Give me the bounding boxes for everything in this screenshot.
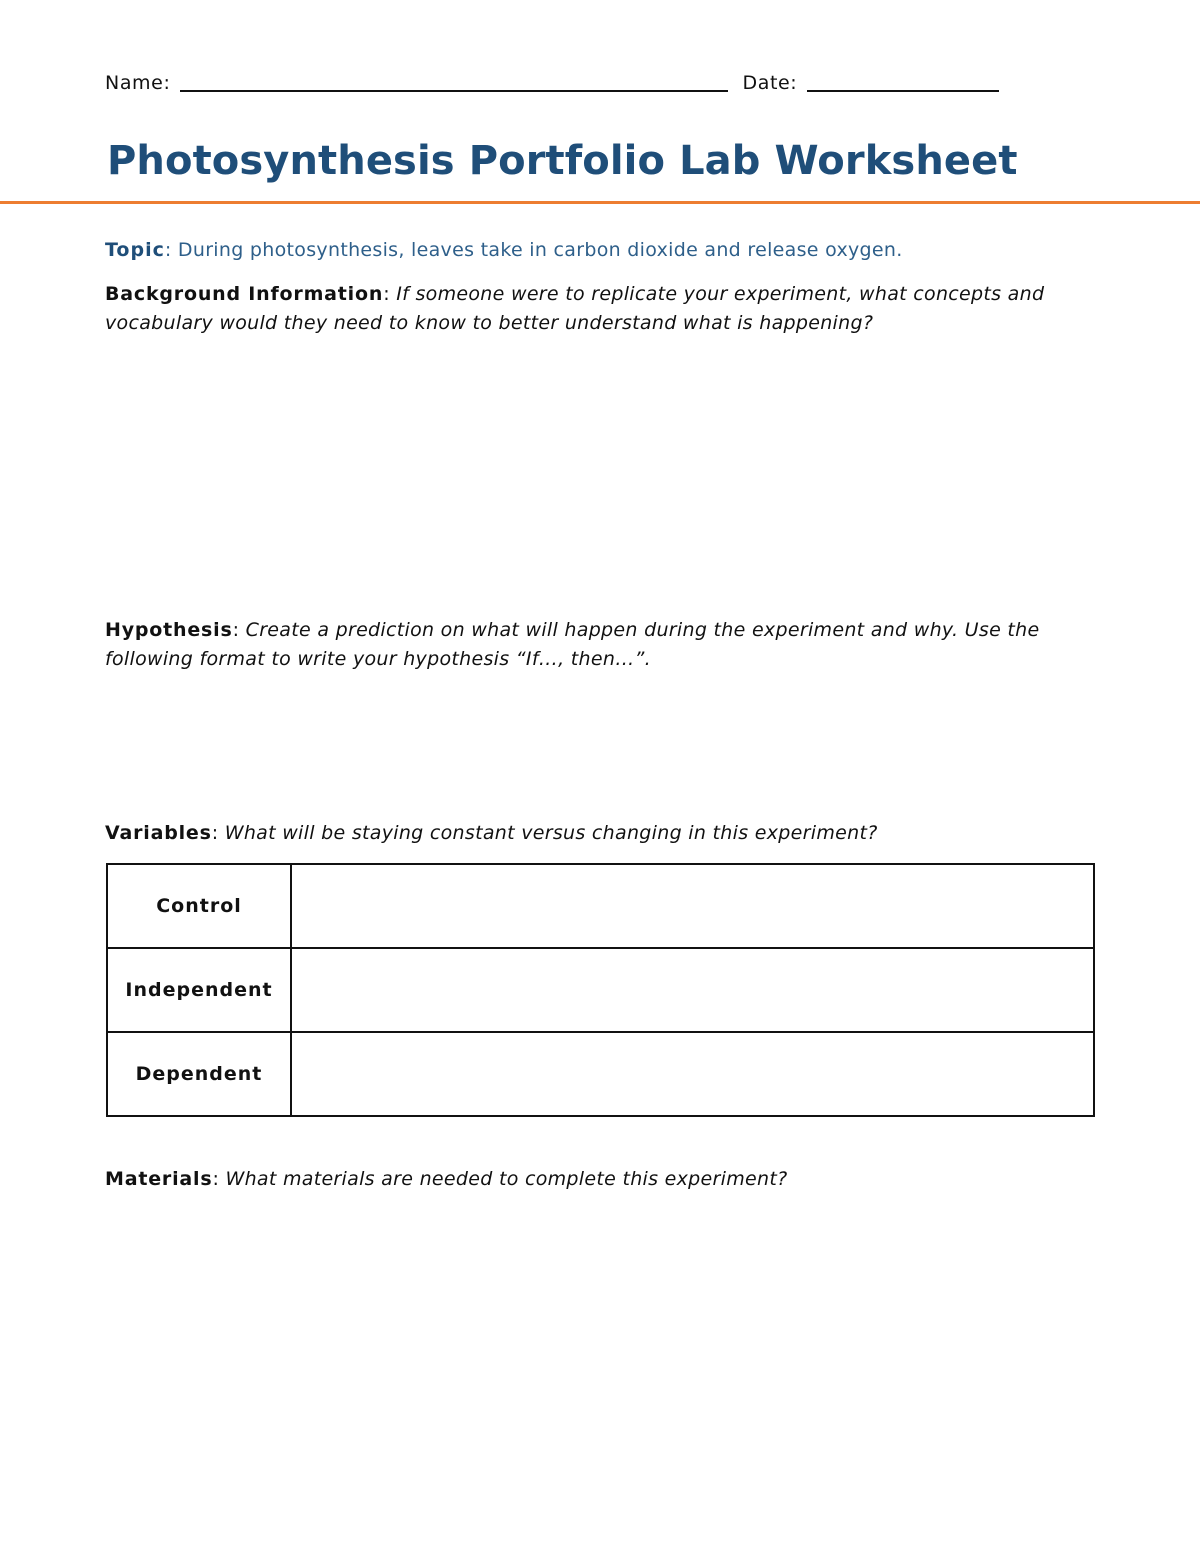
page-title: Photosynthesis Portfolio Lab Worksheet (107, 138, 1018, 184)
dependent-label: Dependent (107, 1032, 291, 1116)
title-divider (0, 201, 1200, 204)
background-section: Background Information: If someone were to replicate your experiment, what concepts and vocabulary would they need to know to better understand what is happening? (105, 283, 1045, 334)
name-label: Name: (105, 72, 171, 94)
date-field[interactable] (807, 90, 999, 92)
independent-answer-cell[interactable] (291, 948, 1094, 1032)
table-row (107, 1032, 1094, 1116)
background-prompt: If someone were to replicate your experiment, what concepts and vocabulary would they need to know to better understand what is happening? (105, 283, 1045, 334)
topic-label: Topic (105, 239, 165, 261)
topic-text: During photosynthesis, leaves take in carbon dioxide and release oxygen. (177, 239, 903, 261)
topic: Topic: During photosynthesis, leaves take in carbon dioxide and release oxygen. (105, 239, 903, 261)
hypothesis-prompt: Create a prediction on what will happen during the experiment and why. Use the following format to write your hypothesis “If…, then…”. (105, 619, 1040, 670)
variables-prompt: What will be staying constant versus changing in this experiment? (224, 822, 878, 844)
dependent-answer-cell[interactable] (291, 1032, 1094, 1116)
hypothesis-label: Hypothesis (105, 619, 233, 641)
name-field[interactable] (180, 90, 728, 92)
background-label: Background Information (105, 283, 384, 305)
header-fields (105, 72, 999, 94)
independent-label: Independent (107, 948, 291, 1032)
variables-label: Variables (105, 822, 212, 844)
materials-prompt: What materials are needed to complete this experiment? (225, 1168, 788, 1190)
table-row (107, 948, 1094, 1032)
table-row (107, 864, 1094, 948)
variables-section: Variables: What will be staying constant versus changing in this experiment? (105, 822, 878, 844)
date-label: Date: (742, 72, 798, 94)
variables-table (106, 863, 1095, 1117)
materials-section: Materials: What materials are needed to complete this experiment? (105, 1168, 788, 1190)
hypothesis-section: Hypothesis: Create a prediction on what will happen during the experiment and why. Use the following format to write your hypothesis “If…, then…”. (105, 619, 1040, 670)
materials-label: Materials (105, 1168, 213, 1190)
control-answer-cell[interactable] (291, 864, 1094, 948)
control-label: Control (107, 864, 291, 948)
